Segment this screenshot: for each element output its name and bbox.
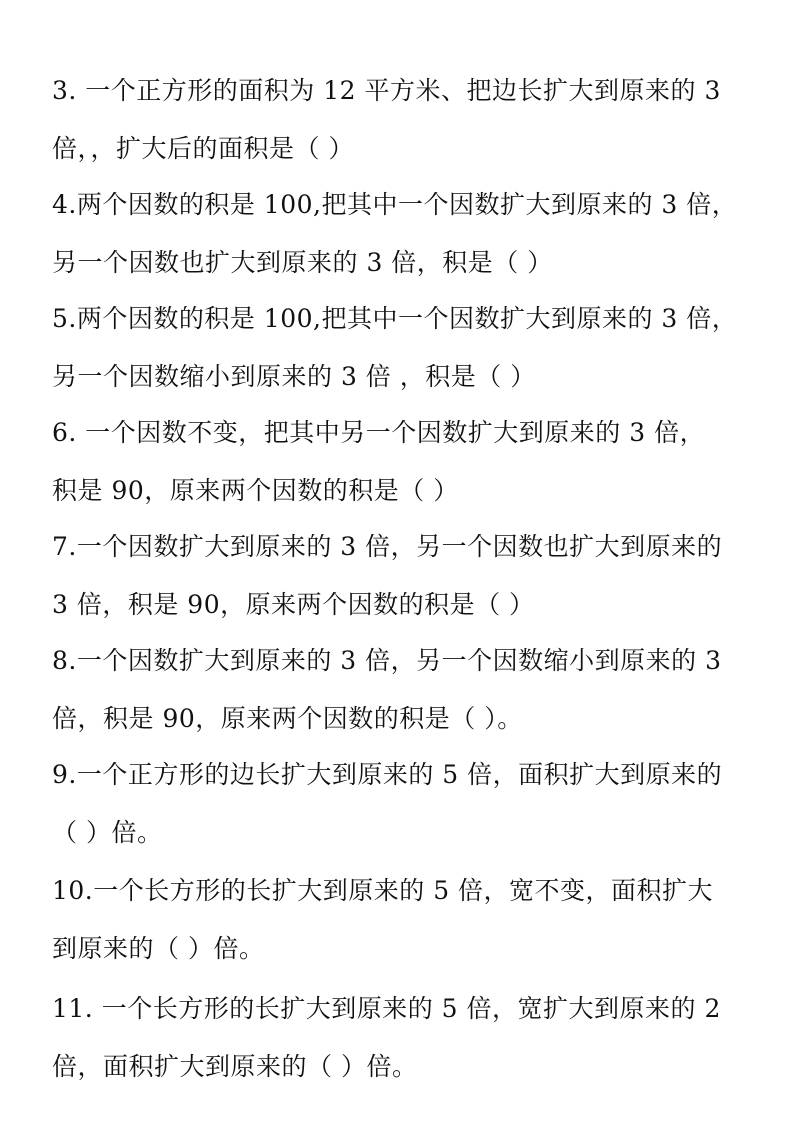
question-5-line-2: 另一个因数缩小到原来的 3 倍 ，积是（ ）	[52, 362, 536, 391]
question-10-line-2: 到原来的（ ）倍。	[52, 934, 265, 963]
question-7-line-1: 7.一个因数扩大到原来的 3 倍，另一个因数也扩大到原来的	[52, 532, 723, 561]
question-6	[52, 404, 752, 520]
question-4	[52, 176, 752, 292]
question-11	[52, 980, 752, 1096]
question-5-line-1: 5.两个因数的积是 100,把其中一个因数扩大到原来的 3 倍，	[52, 304, 738, 333]
question-6-line-1: 6. 一个因数不变，把其中另一个因数扩大到原来的 3 倍，	[52, 418, 706, 447]
question-9-line-1: 9.一个正方形的边长扩大到原来的 5 倍，面积扩大到原来的	[52, 760, 723, 789]
question-4-line-2: 另一个因数也扩大到原来的 3 倍，积是（ ）	[52, 248, 553, 277]
question-8-line-2: 倍，积是 90，原来两个因数的积是（ ）。	[52, 704, 523, 733]
question-10	[52, 862, 752, 978]
question-4-line-1: 4.两个因数的积是 100,把其中一个因数扩大到原来的 3 倍，	[52, 190, 738, 219]
question-5	[52, 290, 752, 406]
question-3-line-2: 倍，，扩大后的面积是（ ）	[52, 134, 354, 163]
question-10-line-1: 10.一个长方形的长扩大到原来的 5 倍，宽不变，面积扩大	[52, 876, 714, 905]
question-3	[52, 62, 752, 178]
question-8-line-1: 8.一个因数扩大到原来的 3 倍，另一个因数缩小到原来的 3	[52, 646, 722, 675]
question-11-line-2: 倍，面积扩大到原来的（ ）倍。	[52, 1052, 418, 1081]
question-9	[52, 746, 752, 862]
question-3-line-1: 3. 一个正方形的面积为 12 平方米、把边长扩大到原来的 3	[52, 76, 721, 105]
question-7	[52, 518, 752, 634]
question-9-line-2: （ ）倍。	[52, 818, 163, 847]
question-7-line-2: 3 倍，积是 90，原来两个因数的积是（ ）	[52, 590, 535, 619]
question-11-line-1: 11. 一个长方形的长扩大到原来的 5 倍，宽扩大到原来的 2	[52, 994, 721, 1023]
question-8	[52, 632, 752, 748]
question-6-line-2: 积是 90，原来两个因数的积是（ ）	[52, 476, 459, 505]
